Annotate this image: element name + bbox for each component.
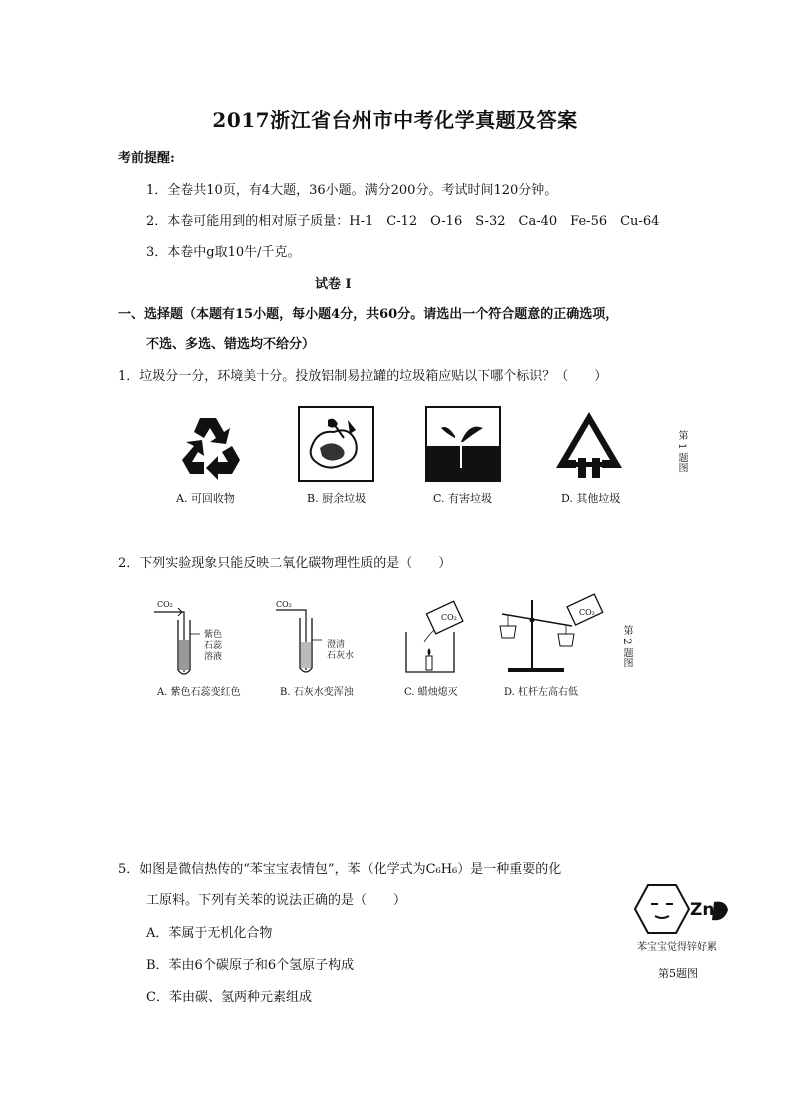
- page-title: 2017浙江省台州市中考化学真题及答案: [212, 108, 578, 132]
- notice-item-2: 2．本卷可能用到的相对原子质量：H-1 C-12 O-16 S-32 Ca-40 Fe-56 Cu-64: [146, 214, 660, 229]
- benzene-face-icon: [634, 883, 690, 935]
- question-5-cont: 工原料。下列有关苯的说法正确的是（ ）: [146, 893, 407, 908]
- zinc-text: Zn: [690, 900, 715, 920]
- paper-label: 试卷 I: [315, 277, 352, 292]
- q5-figure-caption: 苯宝宝觉得锌好累: [637, 942, 717, 953]
- notice-heading: 考前提醒:: [118, 151, 175, 166]
- q2d-co2-label: CO₂: [579, 608, 595, 617]
- other-waste-icon: [552, 408, 626, 482]
- q5-option-b: B．苯由6个碳原子和6个氢原子构成: [146, 958, 355, 973]
- section1-heading-cont: 不选、多选、错选均不给分）: [146, 337, 316, 352]
- question-1: 1．垃圾分一分，环境美十分。投放铝制易拉罐的垃圾箱应贴以下哪个标识？（ ）: [118, 369, 608, 384]
- q2-caption-c: C. 蜡烛熄灭: [404, 687, 458, 698]
- q2-side-label: 第 2 题图: [621, 625, 632, 668]
- q2-caption-a: A. 紫色石蕊变红色: [157, 687, 241, 698]
- food-waste-icon: [298, 406, 374, 482]
- recycle-icon: [172, 410, 252, 480]
- q2a-litmus-label: 紫色 石蕊 溶液: [204, 630, 223, 662]
- notice-item-1: 1．全卷共10页，有4大题，36小题。满分200分。考试时间120分钟。: [146, 183, 558, 198]
- q5-figure-label: 第5题图: [658, 967, 698, 980]
- q5-option-c: C．苯由碳、氢两种元素组成: [146, 990, 312, 1005]
- q2a-co2-label: CO₂: [157, 600, 173, 609]
- section1-heading: 一、选择题（本题有15小题，每小题4分，共60分。请选出一个符合题意的正确选项，: [118, 307, 619, 322]
- limewater-tube-diagram: [272, 600, 355, 678]
- candle-beaker-diagram: [398, 596, 474, 676]
- q1-caption-b: B. 厨余垃圾: [307, 492, 367, 505]
- q2-caption-b: B. 石灰水变浑浊: [280, 687, 354, 698]
- q2b-co2-label: CO₂: [276, 600, 292, 609]
- q1-caption-a: A. 可回收物: [176, 492, 235, 505]
- q1-side-label: 第 1 题图: [676, 430, 687, 473]
- hazardous-waste-icon: [425, 406, 501, 482]
- notice-item-3: 3．本卷中g取10牛/千克。: [146, 245, 301, 260]
- q2c-co2-label: CO₂: [441, 613, 457, 622]
- question-2: 2．下列实验现象只能反映二氧化碳物理性质的是（ ）: [118, 556, 452, 571]
- q1-caption-d: D. 其他垃圾: [561, 492, 621, 505]
- q1-caption-c: C. 有害垃圾: [433, 492, 493, 505]
- question-5: 5．如图是微信热传的“苯宝宝表情包”，苯（化学式为C₆H₆）是一种重要的化: [118, 862, 562, 877]
- q2b-limewater-label: 澄清 石灰水: [327, 640, 355, 661]
- q2-caption-d: D. 杠杆左高右低: [504, 687, 579, 698]
- q5-option-a: A．苯属于无机化合物: [146, 926, 273, 941]
